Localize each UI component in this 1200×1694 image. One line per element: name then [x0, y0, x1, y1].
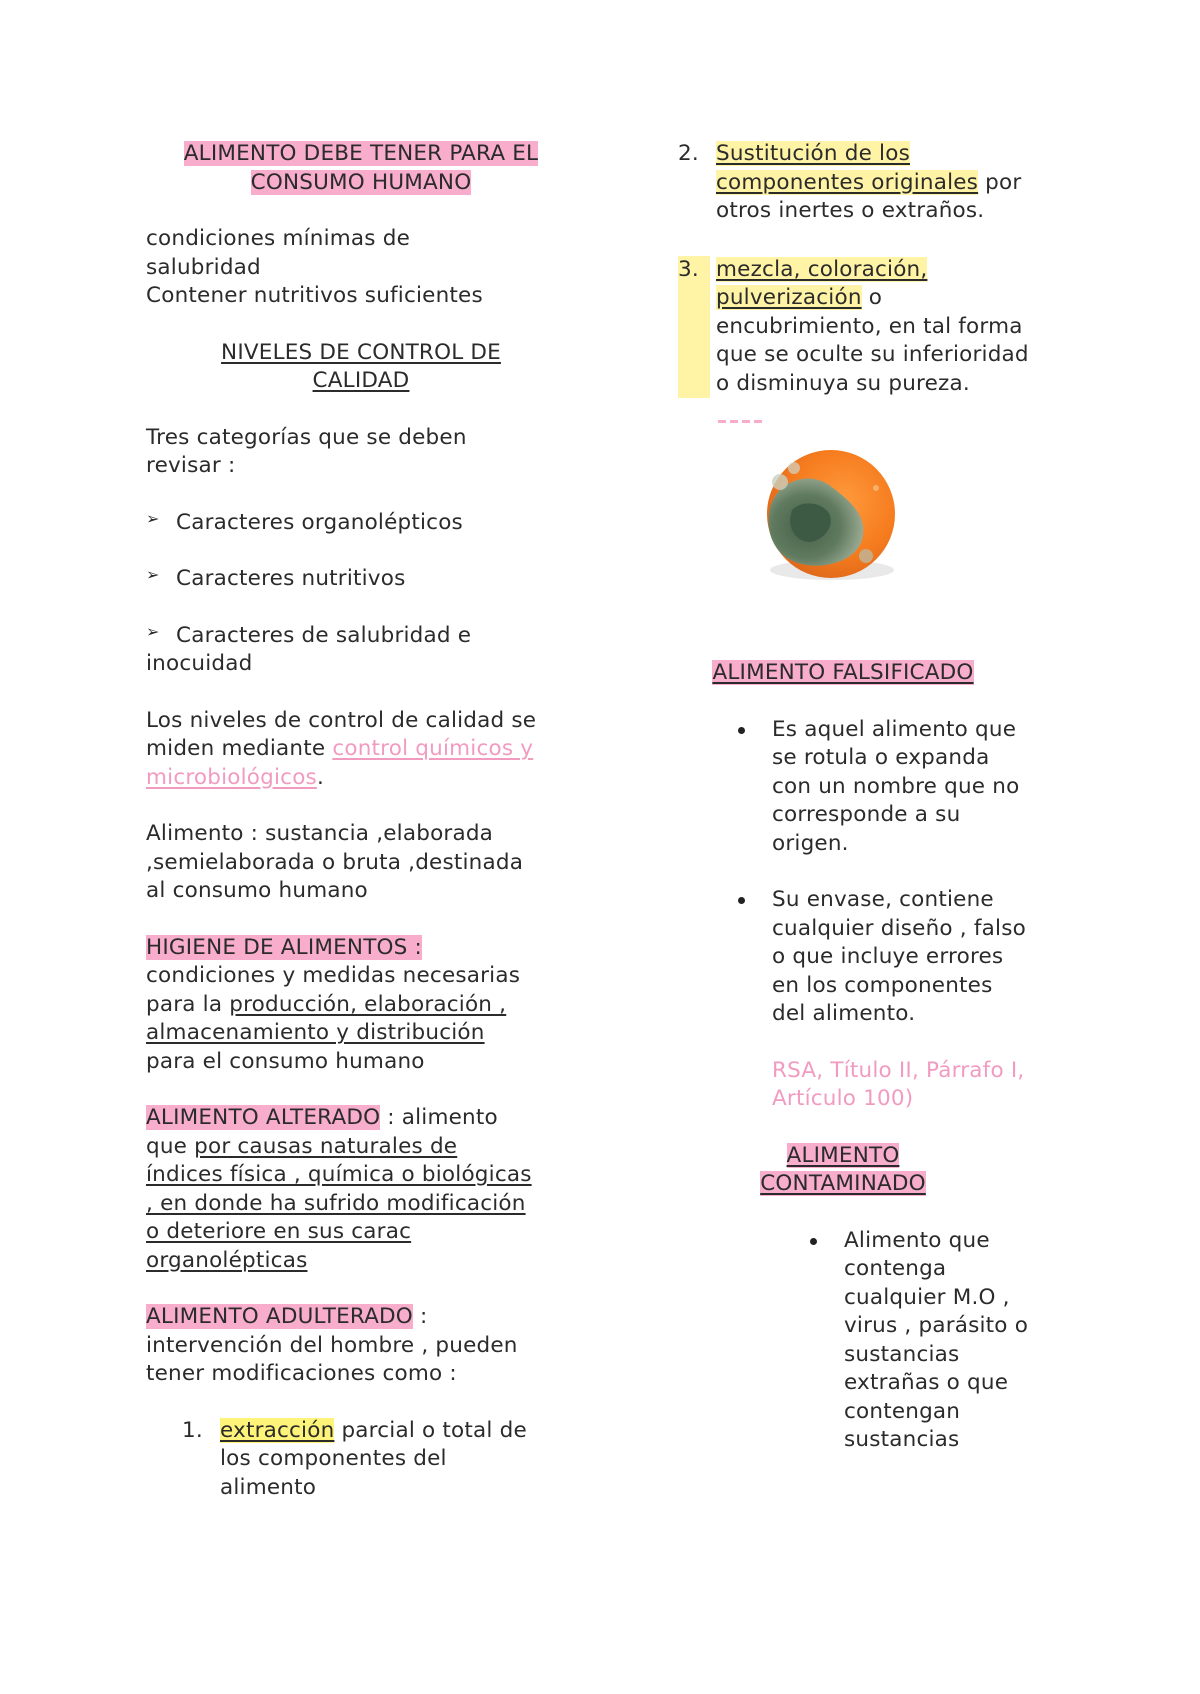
list-item: Alimento que contenga cualquier M.O , virus , parásito o sustancias extrañas o que contengan sustancias — [844, 1227, 1029, 1452]
arrow-bullet-icon: ➢ — [146, 621, 160, 641]
list-item: ➢ Caracteres de salubridad e — [146, 621, 472, 648]
arrow-bullet-icon: ➢ — [146, 508, 160, 528]
conditions-text: condiciones mínimas de — [146, 226, 411, 251]
right-column — [678, 140, 1078, 398]
numbered-item-3: 3. mezcla, coloración, pulverización o encubrimiento, en tal forma que se oculte su inferioridad o disminuya su pureza. — [678, 256, 1078, 399]
numbered-item-2: 2. Sustitución de los componentes originales por otros inertes o extraños. — [678, 141, 1022, 223]
niveles-text: Los niveles de control de calidad se — [146, 707, 537, 733]
alimento-definition: Alimento : sustancia ,elaborada — [146, 821, 494, 846]
list-item: Su envase, contiene cualquier diseño , falso o que incluye errores en los componentes del alimento. — [772, 887, 1026, 1026]
left-column: ALIMENTO DEBE TENER PARA EL CONSUMO HUMANO condiciones mínimas de salubridad Contener nutritivos suficientes NIVELES DE CONTROL DE CALIDAD Tres categorías que se deben revisar : ➢ Caracteres organolépticos ➢ Caracteres nutritivos ➢ Caracteres de salubridad e inocuidad Los niveles de control de calidad se miden mediante control químicos y microbiológicos. Alimento : sustancia ,elaborada ,semielaborada o bruta ,destinada al consumo humano HIGIENE DE ALIMENTOS : condiciones y medidas necesarias para la producción, elaboración , almacenamiento y distribución para el consumo humano ALIMENTO ALTERADO : alimento que por causas naturales de índices física , química o biológicas , en donde ha sufrido modificación o deteriore en sus carac organolépticas ALIMENTO ADULTERADO : intervención del hombre , pueden tener modificaciones como : 1. extracción parcial o total de los componentes del alimento — [146, 140, 576, 1502]
alterado-heading: ALIMENTO ALTERADO — [146, 1105, 381, 1130]
numbered-item-1: 1. extracción parcial o total de los componentes del alimento — [182, 1417, 527, 1500]
contaminado-heading: ALIMENTO — [786, 1142, 900, 1168]
control-link: control químicos y — [332, 736, 534, 761]
list-item: ➢ Caracteres organolépticos — [146, 508, 463, 535]
niveles-heading: NIVELES DE CONTROL DE — [221, 339, 501, 365]
list-item: ➢ Caracteres nutritivos — [146, 565, 406, 591]
moldy-orange-image — [758, 448, 903, 585]
rsa-reference: RSA, Título II, Párrafo I, Artículo 100) — [772, 1057, 1025, 1111]
tres-categorias-text: Tres categorías que se deben — [146, 424, 467, 450]
higiene-heading: HIGIENE DE ALIMENTOS : — [146, 934, 422, 960]
arrow-bullet-icon: ➢ — [146, 565, 160, 584]
main-title: ALIMENTO DEBE TENER PARA EL — [183, 141, 539, 166]
falsificado-heading: ALIMENTO FALSIFICADO — [712, 660, 974, 685]
falsificado-section: ALIMENTO FALSIFICADO Es aquel alimento que se rotula o expanda con un nombre que no corresponde a su origen. Su envase, contiene cualquier diseño , falso o que incluye errores en los componentes del alimento. RSA, Título II, Párrafo I, Artículo 100) ALIMENTO CONTAMINADO Alimento que contenga cualquier M.O , virus , parásito o sustancias extrañas o que contengan sustancias — [678, 659, 1078, 1455]
decorative-marks — [718, 420, 766, 424]
adulterado-heading: ALIMENTO ADULTERADO — [146, 1304, 413, 1329]
main-title-line2: CONSUMO HUMANO — [250, 169, 472, 195]
list-item: Es aquel alimento que se rotula o expanda con un nombre que no corresponde a su origen. — [772, 716, 1020, 856]
